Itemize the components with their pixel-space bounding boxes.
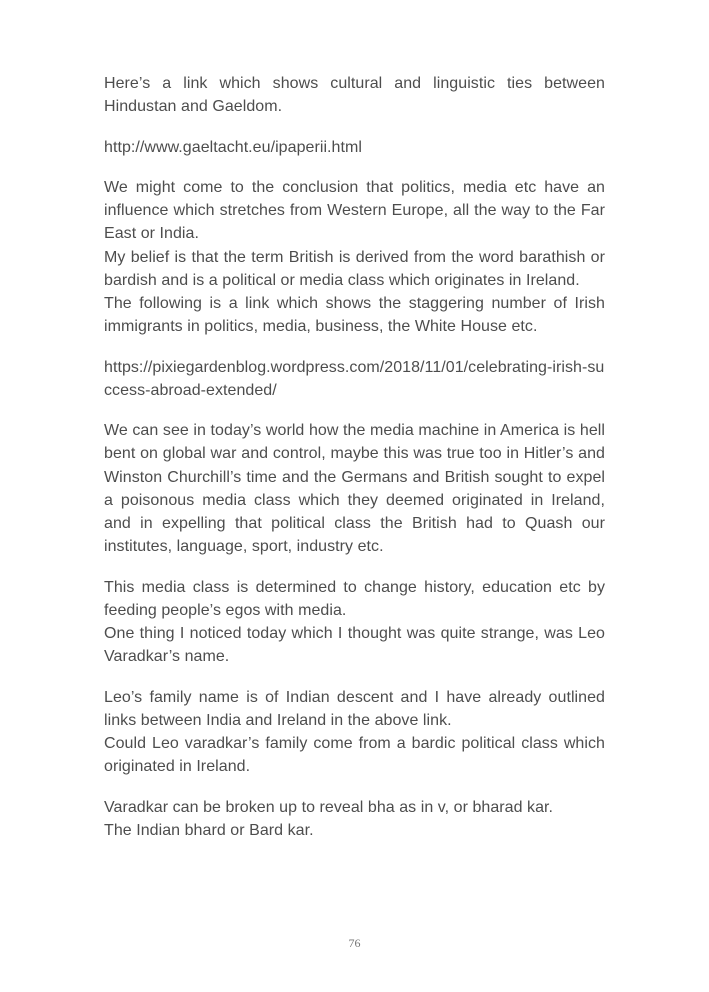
- paragraph: Leo’s family name is of Indian descent and I have already outlined links between India and Ireland in the above link.: [104, 688, 605, 729]
- url-text: https://pixiegardenblog.wordpress.com/2018/11/01/celebrating-irish-success-abroad-extended/: [104, 358, 605, 399]
- paragraph: Here’s a link which shows cultural and linguistic ties between Hindustan and Gaeldom.: [104, 75, 605, 116]
- paragraph: The following is a link which shows the staggering number of Irish immigrants in politics, media, business, the White House etc.: [104, 295, 605, 336]
- paragraph-block: [104, 796, 605, 843]
- paragraph: Could Leo varadkar’s family come from a bardic political class which originated in Ireland.: [104, 735, 605, 776]
- paragraph-block: [104, 686, 605, 779]
- paragraph-block: [104, 176, 605, 339]
- paragraph-block: [104, 576, 605, 669]
- url-block: [104, 356, 605, 403]
- paragraph: My belief is that the term British is derived from the word barathish or bardish and is a political or media class which originates in Ireland.: [104, 248, 605, 289]
- paragraph: This media class is determined to change history, education etc by feeding people’s egos with media.: [104, 578, 605, 619]
- paragraph-block: [104, 72, 605, 119]
- document-body: [104, 72, 605, 842]
- paragraph-block: [104, 419, 605, 559]
- page-number: 76: [348, 936, 361, 950]
- url-block: [104, 136, 605, 159]
- paragraph: We can see in today’s world how the media machine in America is hell bent on global war and control, maybe this was true too in Hitler’s and Winston Churchill’s time and the Germans and British sought to expel a poisonous media class which they deemed originated in Ireland, and in expelling that political class the British had to Quash our institutes, language, sport, industry etc.: [104, 422, 605, 556]
- paragraph: Varadkar can be broken up to reveal bha as in v, or bharad kar.: [104, 798, 554, 816]
- url-text: http://www.gaeltacht.eu/ipaperii.html: [104, 138, 362, 156]
- paragraph: One thing I noticed today which I thought was quite strange, was Leo Varadkar’s name.: [104, 625, 605, 666]
- paragraph: We might come to the conclusion that politics, media etc have an influence which stretches from Western Europe, all the way to the Far East or India.: [104, 178, 605, 243]
- paragraph: The Indian bhard or Bard kar.: [104, 821, 314, 839]
